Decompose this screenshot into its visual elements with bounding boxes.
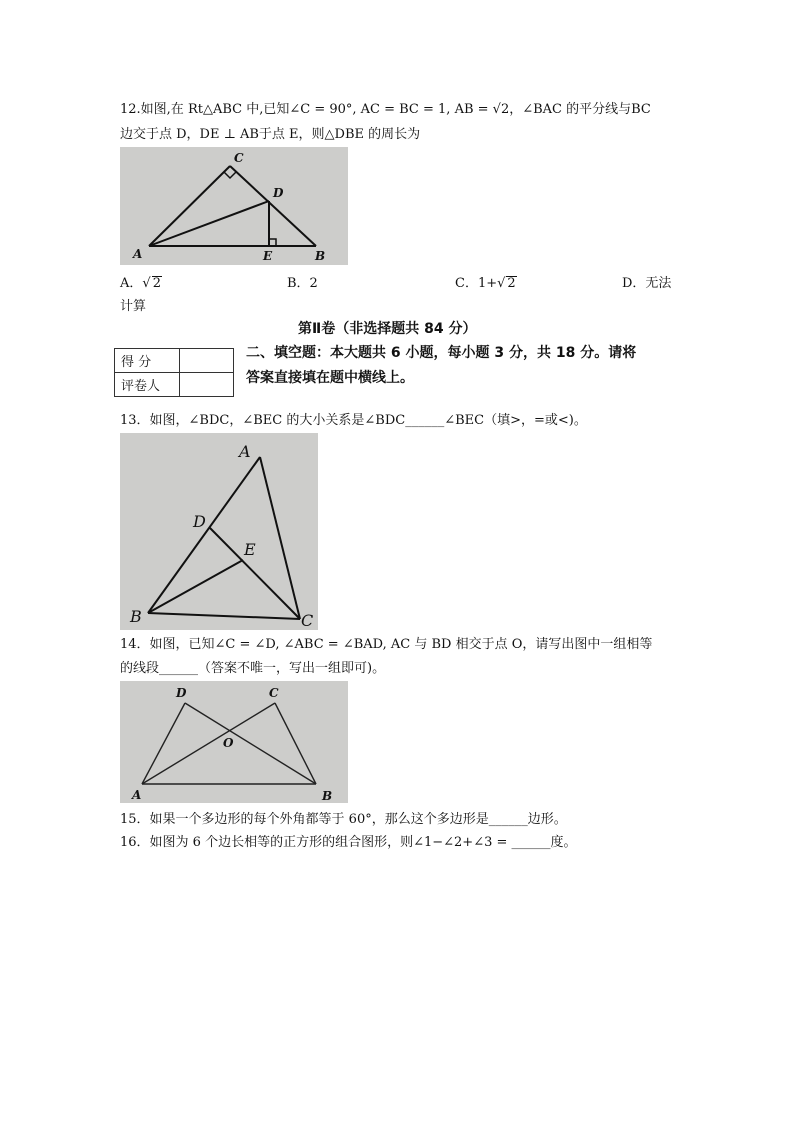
q12-label-a: A — [133, 247, 143, 261]
q12-label-b: B — [315, 249, 326, 263]
q12-label-d: D — [273, 186, 284, 200]
grader-label: 评卷人 — [115, 373, 180, 397]
section2-instruction-line1: 二、填空题：本大题共 6 小题，每小题 3 分，共 18 分。请将 — [246, 345, 637, 361]
q13-label-b: B — [130, 607, 142, 626]
q13-label-c: C — [301, 611, 314, 630]
q12-option-a: A．√ 2 — [120, 276, 161, 291]
q12-option-b: B．2 — [287, 276, 318, 291]
q14-stem-line1: 14．如图，已知∠C = ∠D, ∠ABC = ∠BAD, AC 与 BD 相交于点 O，请写出图中一组相等 — [120, 637, 653, 652]
q14-label-b: B — [322, 789, 333, 803]
q12-option-c: C．1+√ 2 — [455, 276, 516, 291]
q14-figure — [120, 681, 348, 803]
q13-side-ac — [260, 457, 300, 619]
q12-option-d: D．无法 — [622, 276, 672, 291]
q12-label-e: E — [263, 249, 273, 263]
score-cell — [180, 349, 234, 373]
q14-label-a: A — [132, 788, 142, 802]
q12-side-bc — [230, 166, 316, 246]
q13-label-d: D — [193, 512, 206, 531]
q13-stem: 13．如图，∠BDC，∠BEC 的大小关系是∠BDC______∠BEC（填>，=或<)。 — [120, 413, 587, 428]
grader-cell — [180, 373, 234, 397]
q14-segment-ad — [142, 703, 185, 784]
q14-label-o: O — [223, 736, 234, 750]
q12-side-ac — [149, 166, 230, 246]
q15-stem: 15．如果一个多边形的每个外角都等于 60°，那么这个多边形是______边形。 — [120, 812, 567, 827]
q12-stem-line1: 12.如图,在 Rt△ABC 中,已知∠C = 90°, AC = BC = 1, AB = √2，∠BAC 的平分线与BC — [120, 102, 651, 117]
q14-segment-ac — [142, 703, 275, 784]
q12-right-angle-c — [224, 172, 236, 178]
q12-stem-line2: 边交于点 D，DE ⊥ AB于点 E，则△DBE 的周长为 — [120, 127, 421, 142]
q12-bisector-ad — [149, 201, 269, 246]
q13-label-a: A — [239, 442, 251, 461]
q13-segment-be — [148, 560, 243, 613]
q13-side-bc — [148, 613, 300, 619]
q14-stem-line2: 的线段______（答案不唯一，写出一组即可)。 — [120, 661, 386, 676]
q12-right-angle-e — [269, 239, 276, 246]
q16-stem: 16．如图为 6 个边长相等的正方形的组合图形，则∠1−∠2+∠3 = ______度。 — [120, 835, 577, 850]
q12-triangle-diagram — [120, 147, 348, 265]
q12-figure — [120, 147, 348, 265]
q14-label-d: D — [176, 686, 187, 700]
q13-label-e: E — [244, 540, 256, 559]
q13-side-ab — [148, 457, 260, 613]
q13-figure — [120, 433, 318, 630]
q14-segment-bd — [185, 703, 316, 784]
section2-title: 第Ⅱ卷（非选择题共 84 分） — [298, 321, 477, 337]
q14-quadrilateral-diagram — [120, 681, 348, 803]
q12-option-d-continuation: 计算 — [120, 299, 147, 314]
q12-label-c: C — [234, 151, 244, 165]
score-table — [114, 348, 234, 397]
section2-instruction-line2: 答案直接填在题中横线上。 — [246, 370, 414, 386]
score-label: 得 分 — [115, 349, 180, 373]
q13-triangle-diagram — [120, 433, 318, 630]
q14-label-c: C — [269, 686, 279, 700]
